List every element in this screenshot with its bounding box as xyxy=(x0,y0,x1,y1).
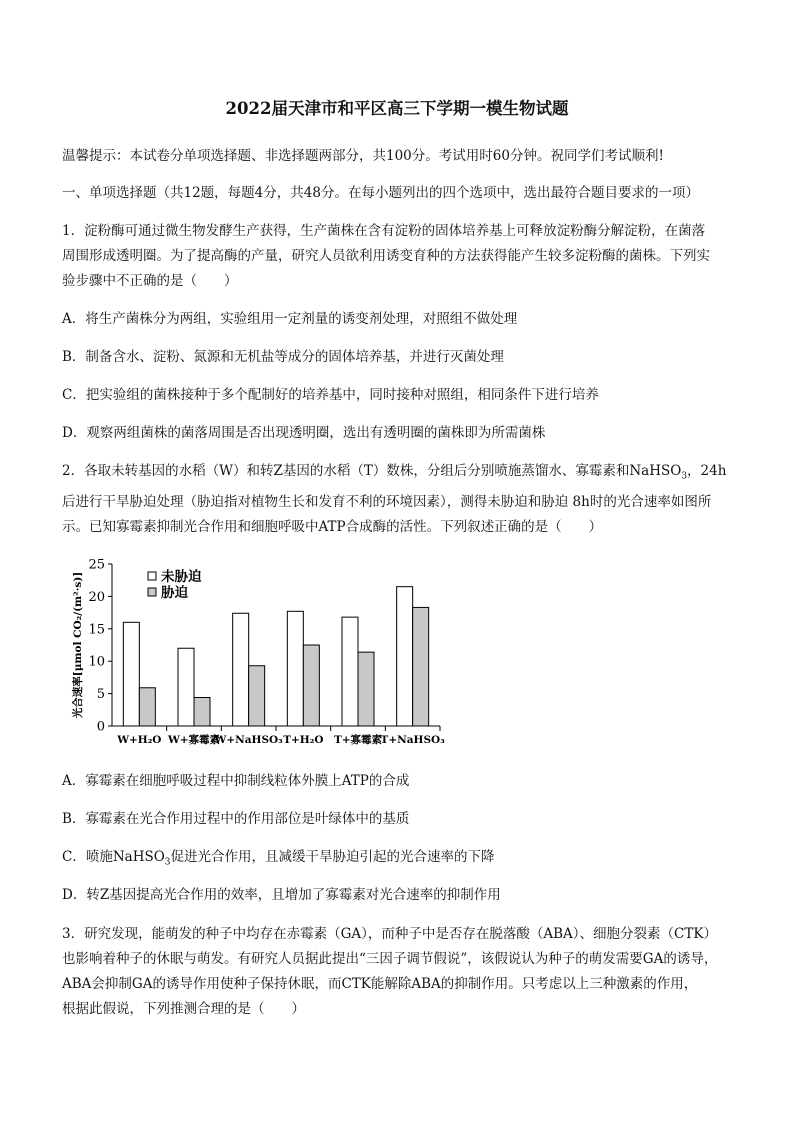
q2-c-text: C．喷施NaHSO xyxy=(62,849,165,865)
q2-option-a: A．寡霉素在细胞呼吸过程中抑制线粒体外膜上ATP的合成 xyxy=(62,773,410,789)
q1-option-c: C．把实验组的菌株接种于多个配制好的培养基中，同时接种对照组，相同条件下进行培养 xyxy=(62,387,599,403)
x-tick-label: W+NaHSO₃ xyxy=(214,734,283,746)
bar-unstressed xyxy=(342,617,358,726)
bar-stressed xyxy=(194,697,210,726)
q2-stem-line: 示。已知寡霉素抑制光合作用和细胞呼吸中ATP合成酶的活性。下列叙述正确的是（ ） xyxy=(62,518,603,535)
bar-unstressed xyxy=(287,611,303,726)
q3-stem-line: ABA会抑制GA的诱导作用使种子保持休眠，而CTK能解除ABA的抑制作用。只考虑以上三种激素的作用， xyxy=(62,976,698,992)
q2-option-b: B．寡霉素在光合作用过程中的作用部位是叶绿体中的基质 xyxy=(62,811,410,827)
q2-stem-text: ，24h xyxy=(687,463,727,479)
q1-stem-line: 1．淀粉酶可通过微生物发酵生产获得，生产菌株在含有淀粉的固体培养基上可释放淀粉酶分解淀粉，在菌落 xyxy=(62,223,706,239)
q1-option-d: D．观察两组菌株的菌落周围是否出现透明圈，选出有透明圈的菌株即为所需菌株 xyxy=(62,425,546,441)
legend-label: 胁迫 xyxy=(161,585,188,601)
q2-c-sub: 3 xyxy=(164,857,171,868)
bar-stressed xyxy=(358,652,374,726)
tip-text: 温馨提示：本试卷分单项选择题、非选择题两部分，共100分。考试用时60分钟。祝同学们考试顺利! xyxy=(62,148,664,164)
y-tick-label: 0 xyxy=(96,719,105,735)
question-1-stem xyxy=(62,219,738,294)
y-tick-label: 15 xyxy=(88,622,105,638)
q2-option-d: D．转Z基因提高光合作用的效率，且增加了寡霉素对光合速率的抑制作用 xyxy=(62,887,501,903)
section-heading: 一、单项选择题（共12题，每题4分，共48分。在每小题列出的四个选项中，选出最符合题目要求的一项） xyxy=(62,185,699,201)
bar-stressed xyxy=(139,688,155,726)
page-title: 2022届天津市和平区高三下学期一模生物试题 xyxy=(225,99,569,118)
legend-label: 未胁迫 xyxy=(161,569,202,585)
bar-stressed xyxy=(249,666,265,726)
bar-chart xyxy=(62,548,462,753)
y-tick-label: 10 xyxy=(88,654,105,670)
bar-unstressed xyxy=(233,613,249,726)
q2-option-c xyxy=(62,845,738,876)
x-tick-label: T+H₂O xyxy=(283,734,324,746)
question-3-stem xyxy=(62,922,738,1022)
y-tick-label: 25 xyxy=(88,557,105,573)
bar-stressed xyxy=(303,645,319,726)
q3-stem-line: 根据此假说，下列推测合理的是（ ） xyxy=(62,1001,305,1017)
q2-stem-text: 2．各取未转基因的水稻（W）和转Z基因的水稻（T）数株，分组后分别喷施蒸馏水、寡霉素和NaHSO xyxy=(62,463,682,479)
q2-stem-line xyxy=(62,459,738,490)
q1-stem-line: 周围形成透明圈。为了提高酶的产量，研究人员欲利用诱变育种的方法获得能产生较多淀粉酶的菌株。下列实 xyxy=(62,248,710,264)
bar-unstressed xyxy=(123,622,139,726)
bar-unstressed xyxy=(397,587,413,726)
q2-stem-sub: 3 xyxy=(681,471,688,482)
x-tick-label: W+H₂O xyxy=(117,734,162,746)
q1-stem-line: 验步骤中不正确的是（ ） xyxy=(62,273,238,289)
legend-swatch xyxy=(148,588,156,596)
y-tick-label: 5 xyxy=(96,687,105,703)
x-tick-label: W+寡霉素 xyxy=(167,734,221,746)
q1-option-b: B．制备含水、淀粉、氮源和无机盐等成分的固体培养基，并进行灭菌处理 xyxy=(62,349,504,365)
y-axis-label: 光合速率[μmol CO₂/(m²·s)] xyxy=(72,571,84,719)
q3-stem-line: 3．研究发现，能萌发的种子中均存在赤霉素（GA），而种子中是否存在脱落酸（ABA）、细胞分裂素（CTK） xyxy=(62,926,717,942)
q3-stem-line: 也影响着种子的休眠与萌发。有研究人员据此提出“三因子调节假说”，该假说认为种子的萌发需要GA的诱导， xyxy=(62,951,718,967)
q1-option-a: A．将生产菌株分为两组，实验组用一定剂量的诱变剂处理，对照组不做处理 xyxy=(62,311,518,327)
y-tick-label: 20 xyxy=(88,589,105,605)
q2-c-text: 促进光合作用，且减缓干旱胁迫引起的光合速率的下降 xyxy=(170,849,495,865)
q2-stem-line: 后进行干旱胁迫处理（胁迫指对植物生长和发育不利的环境因素），测得未胁迫和胁迫 8h时的光合速率如图所 xyxy=(62,493,712,510)
bar-stressed xyxy=(413,607,429,726)
legend-swatch xyxy=(148,572,156,580)
x-tick-label: T+寡霉素 xyxy=(333,734,383,746)
question-2-stem xyxy=(62,459,738,540)
bar-unstressed xyxy=(178,648,194,726)
x-tick-label: T+NaHSO₃ xyxy=(380,734,445,746)
